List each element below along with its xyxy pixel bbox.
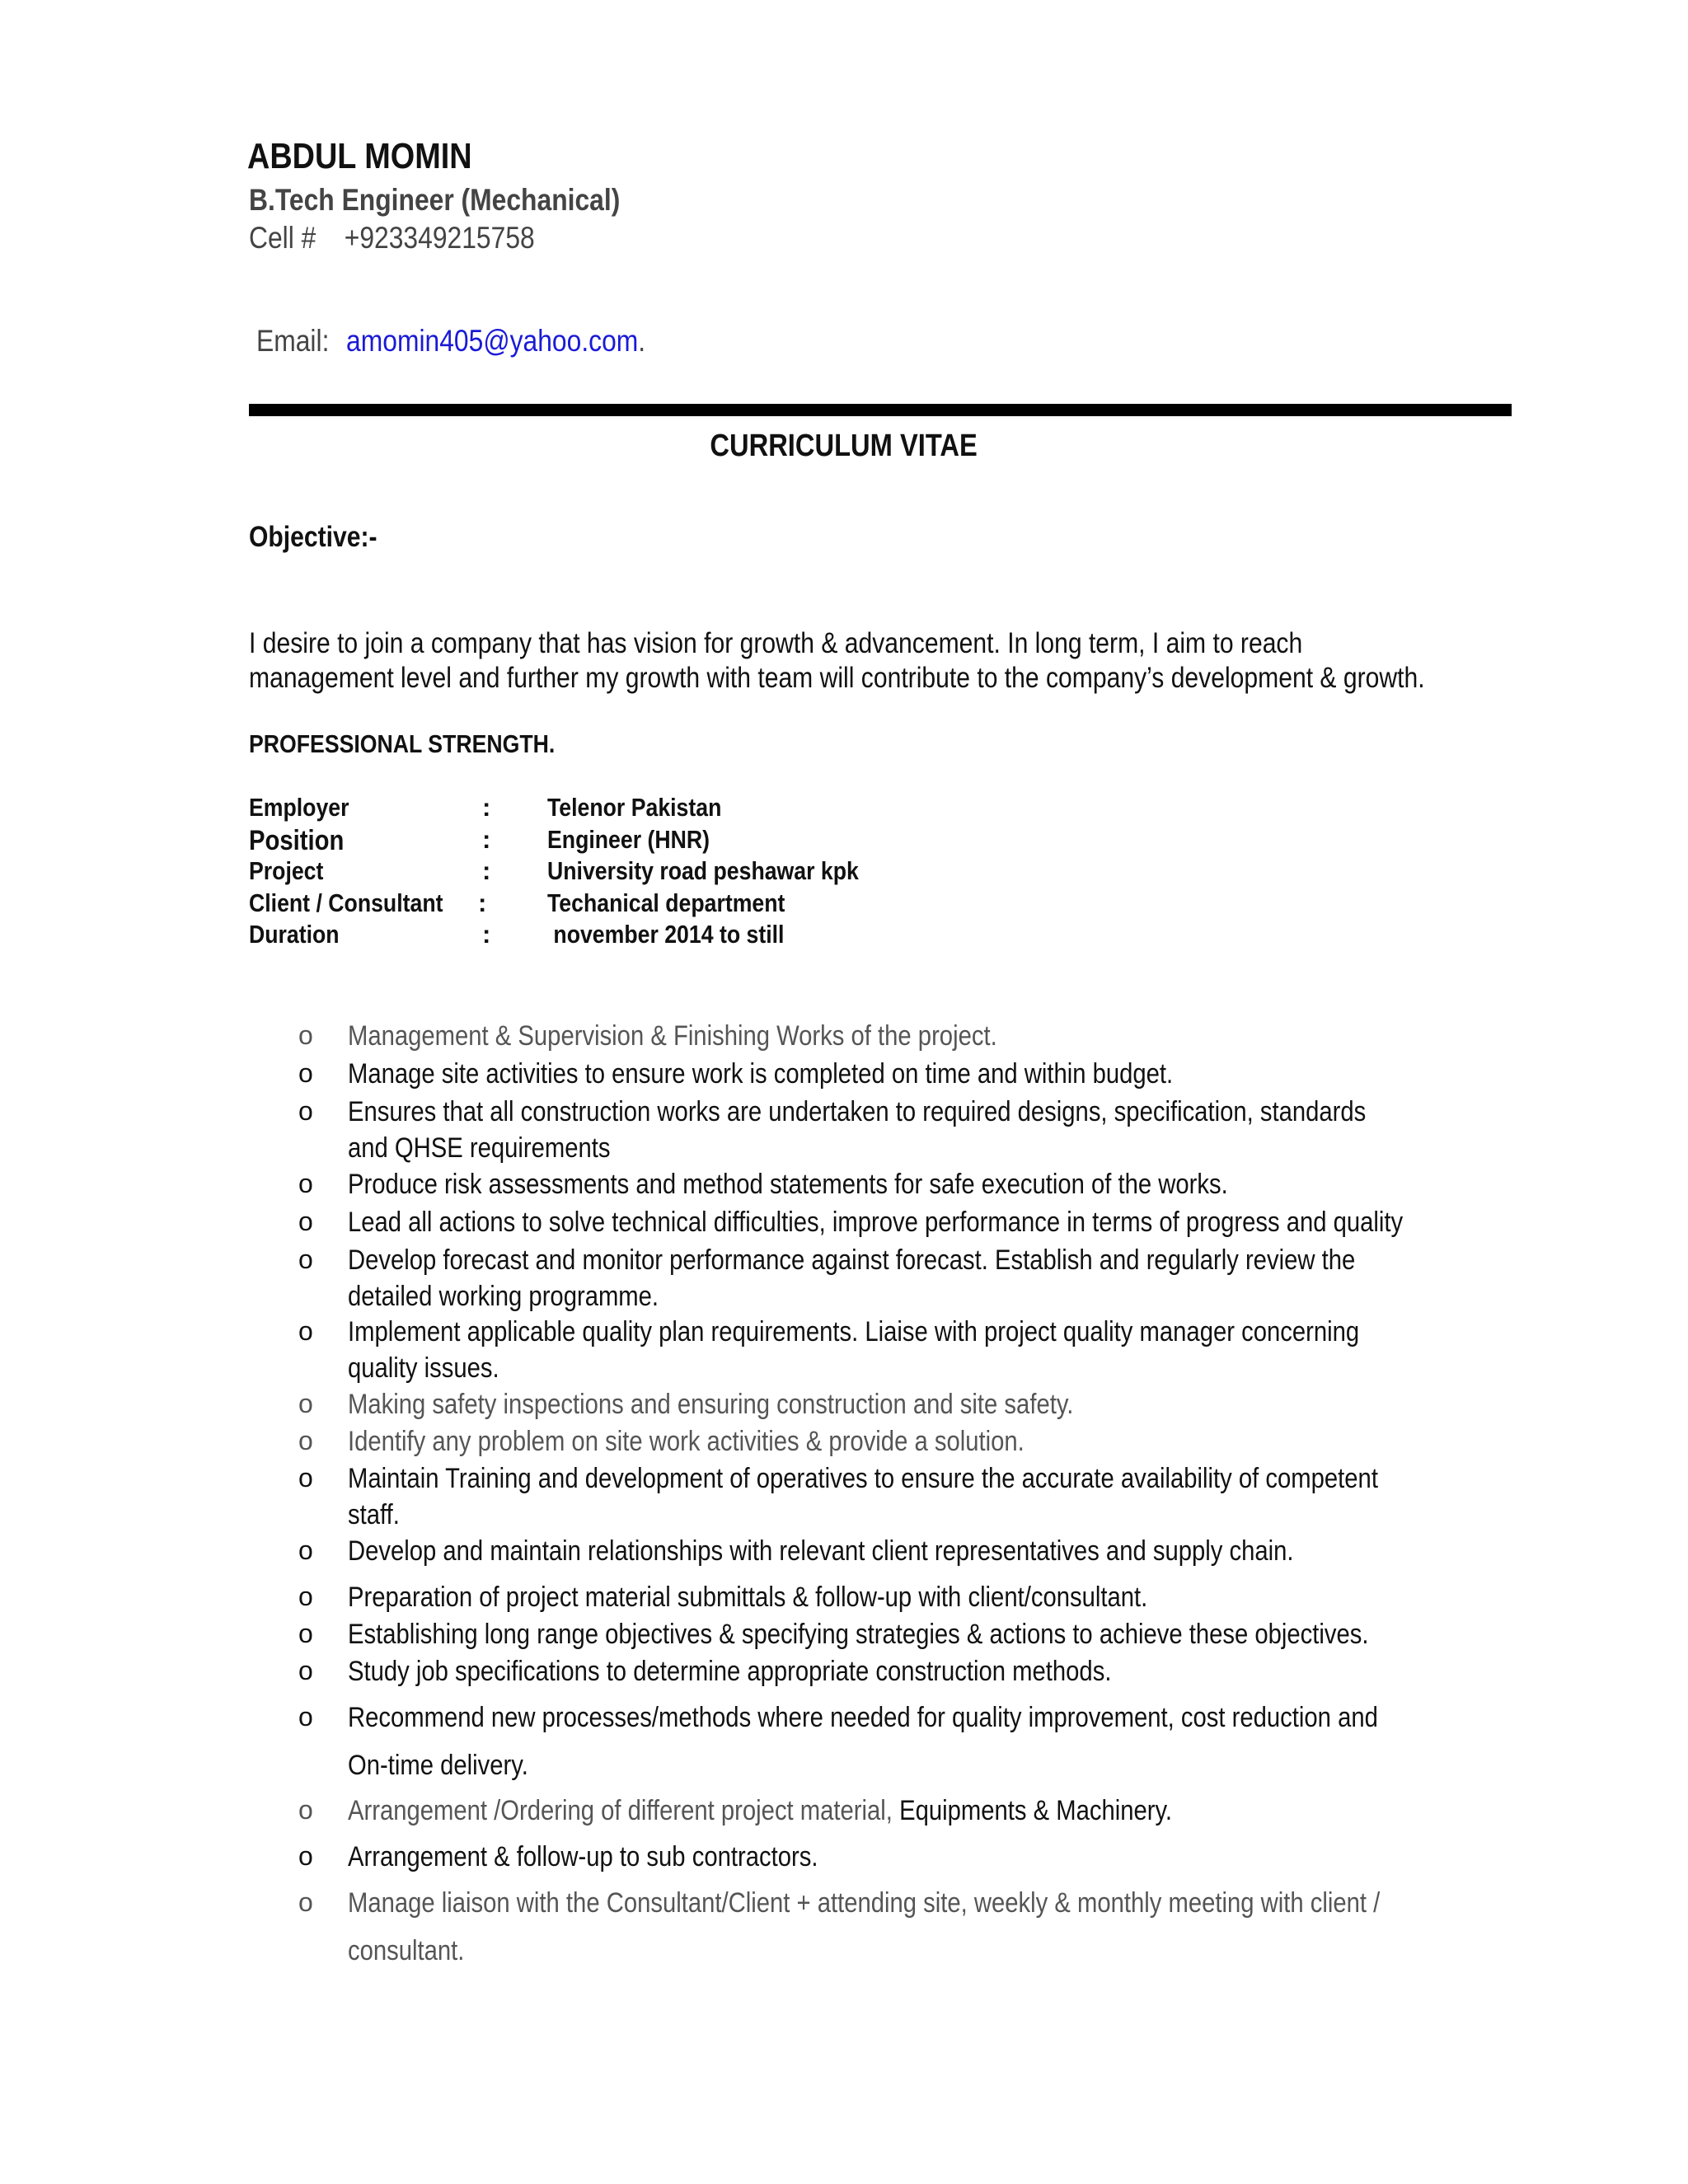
- detail-colon: :: [482, 824, 491, 854]
- bullet-icon: o: [298, 1535, 313, 1565]
- detail-colon: :: [482, 920, 491, 949]
- detail-value: Telenor Pakistan: [547, 793, 722, 822]
- detail-label: Position: [249, 824, 345, 856]
- cell-number: +923349215758: [344, 221, 535, 255]
- detail-colon: :: [482, 793, 491, 822]
- detail-colon: :: [478, 888, 487, 917]
- professional-heading: PROFESSIONAL STRENGTH.: [249, 729, 556, 758]
- bullet-icon: o: [298, 1463, 313, 1493]
- document-title: CURRICULUM VITAE: [710, 429, 978, 463]
- objective-text: [249, 626, 1616, 696]
- detail-colon: :: [482, 856, 491, 885]
- detail-value: november 2014 to still: [547, 920, 785, 949]
- candidate-degree: B.Tech Engineer (Mechanical): [249, 183, 621, 217]
- bullet-icon: o: [298, 1702, 313, 1732]
- detail-label: Client / Consultant: [249, 888, 443, 917]
- bullet-icon: o: [298, 1426, 313, 1455]
- detail-value: Techanical department: [547, 888, 785, 917]
- detail-label: Employer: [249, 793, 349, 822]
- objective-heading: Objective:-: [249, 521, 377, 553]
- bullet-icon: o: [298, 1887, 313, 1917]
- objective-line: management level and further my growth with team will contribute to the company’s development & growth.: [249, 662, 1425, 694]
- email-link[interactable]: amomin405@yahoo.com: [346, 324, 639, 358]
- bullet-icon: o: [298, 1316, 313, 1346]
- bullet-icon: o: [298, 1207, 313, 1236]
- email-trailing-dot: .: [638, 324, 646, 358]
- detail-label: Duration: [249, 920, 340, 949]
- detail-value: University road peshawar kpk: [547, 856, 859, 885]
- bullet-icon: o: [298, 1795, 313, 1825]
- bullet-icon: o: [298, 1169, 313, 1198]
- bullet-icon: o: [298, 1020, 313, 1050]
- objective-line: I desire to join a company that has vision for growth & advancement. In long term, I aim to reach: [249, 627, 1303, 659]
- candidate-name: ABDUL MOMIN: [247, 136, 472, 176]
- email-line: [256, 324, 709, 359]
- bullet-icon: o: [298, 1244, 313, 1274]
- cell-label: Cell #: [249, 221, 316, 255]
- bullet-icon: o: [298, 1841, 313, 1871]
- resume-page: ABDUL MOMIN B.Tech Engineer (Mechanical) Cell # +923349215758 Email: amomin405@yahoo.com. CURRICULUM VITAE Objective:- I desire to join a company that has vision for growth & advancement. In long term, I aim to reach management level and further my growth with team will contribute to the company’s development & growth. PROFESSIONAL STRENGTH. Employer : Telenor Pakistan Position : Engineer (HNR) Project : University road peshawar kpk Client / Consultant : Techanical department Duration : november 2014 to still o Management & Supervision & Finishing Works of the project. o Manage site activities to ensure work is completed on time and within budget. o Ensures that all construction works are undertaken to required designs, specification, standards and QHSE requirements o Produce risk assessments and method statements for safe execution of the works. o Lead all actions to solve technical difficulties, improve performance in terms of progress and quality o Develop forecast and monitor performance against forecast. Establish and regularly review the detailed working programme. o Implement applicable quality plan requirements. Liaise with project quality manager concerning quality issues. o Making safety inspections and ensuring construction and site safety. o Identify any problem on site work activities & provide a solution. o Maintain Training and development of operatives to ensure the accurate availability of competent staff. o Develop and maintain relationships with relevant client representatives and supply chain. o Preparation of project material submittals & follow-up with client/consultant. o Establishing long range objectives & specifying strategies & actions to achieve these objectives. o Study job specifications to determine appropriate construction methods. o Recommend new processes/methods where needed for quality improvement, cost reduction and On-time delivery. o Arrangement /Ordering of different project material, Equipments & Machinery. o Arrangement & follow-up to sub contractors. o Manage liaison with the Consultant/Client + attending site, weekly & monthly meeting with client / consultant.: [0, 0, 1688, 2184]
- bullet-icon: o: [298, 1582, 313, 1611]
- bullet-icon: o: [298, 1389, 313, 1418]
- detail-label: Project: [249, 856, 324, 885]
- bullet-icon: o: [298, 1619, 313, 1648]
- bullet-icon: o: [298, 1096, 313, 1126]
- bullet-icon: o: [298, 1058, 313, 1088]
- detail-value: Engineer (HNR): [547, 824, 710, 854]
- bullet-icon: o: [298, 1656, 313, 1685]
- cell-line: [249, 221, 581, 255]
- email-label: Email:: [256, 324, 330, 358]
- header-divider: [249, 404, 1512, 416]
